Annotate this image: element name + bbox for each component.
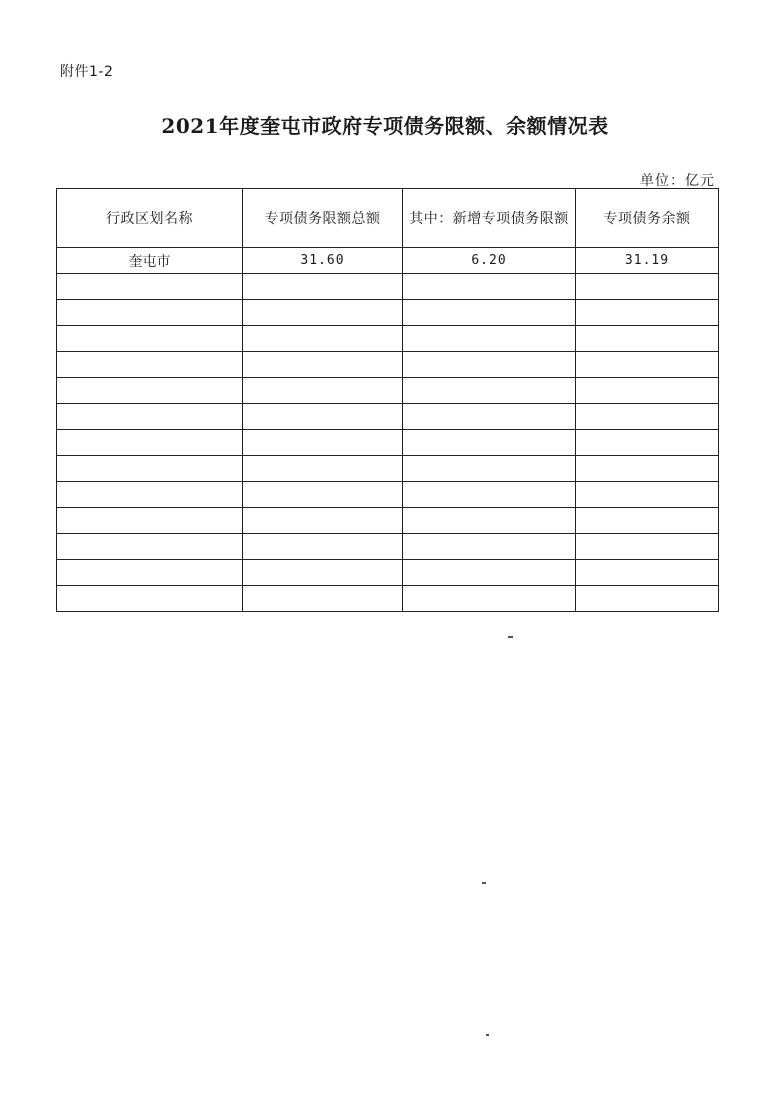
value-cell bbox=[576, 508, 719, 534]
value-cell bbox=[403, 352, 576, 378]
region-cell bbox=[57, 456, 243, 482]
value-cell bbox=[403, 534, 576, 560]
table-row bbox=[57, 352, 719, 378]
value-cell bbox=[403, 560, 576, 586]
table-row bbox=[57, 586, 719, 612]
column-header-new-limit: 其中：新增专项债务限额 bbox=[403, 189, 576, 248]
region-cell bbox=[57, 586, 243, 612]
value-cell bbox=[243, 430, 403, 456]
table-row bbox=[57, 378, 719, 404]
value-cell bbox=[403, 482, 576, 508]
value-cell bbox=[243, 274, 403, 300]
value-cell bbox=[403, 456, 576, 482]
table-row bbox=[57, 300, 719, 326]
value-cell bbox=[403, 274, 576, 300]
table-row bbox=[57, 560, 719, 586]
value-cell bbox=[576, 404, 719, 430]
value-cell: 6.20 bbox=[403, 248, 576, 274]
value-cell: 31.60 bbox=[243, 248, 403, 274]
value-cell bbox=[576, 456, 719, 482]
region-cell: 奎屯市 bbox=[57, 248, 243, 274]
region-cell bbox=[57, 352, 243, 378]
table-row bbox=[57, 534, 719, 560]
value-cell bbox=[576, 274, 719, 300]
table-row bbox=[57, 274, 719, 300]
header-row bbox=[57, 189, 719, 248]
region-cell bbox=[57, 534, 243, 560]
value-cell: 31.19 bbox=[576, 248, 719, 274]
document-title: 2021年度奎屯市政府专项债务限额、余额情况表 bbox=[161, 114, 609, 138]
value-cell bbox=[576, 534, 719, 560]
table-row bbox=[57, 482, 719, 508]
table-row bbox=[57, 456, 719, 482]
region-cell bbox=[57, 274, 243, 300]
value-cell bbox=[403, 404, 576, 430]
region-cell bbox=[57, 378, 243, 404]
scan-speck bbox=[482, 882, 486, 884]
region-cell bbox=[57, 508, 243, 534]
value-cell bbox=[403, 508, 576, 534]
region-cell bbox=[57, 326, 243, 352]
region-cell bbox=[57, 300, 243, 326]
scan-speck bbox=[486, 1034, 489, 1036]
value-cell bbox=[403, 430, 576, 456]
value-cell bbox=[243, 482, 403, 508]
table-body bbox=[57, 248, 719, 612]
value-cell bbox=[576, 378, 719, 404]
value-cell bbox=[243, 378, 403, 404]
value-cell bbox=[243, 326, 403, 352]
table-row bbox=[57, 326, 719, 352]
value-cell bbox=[576, 326, 719, 352]
column-header-region: 行政区划名称 bbox=[57, 189, 243, 248]
value-cell bbox=[243, 352, 403, 378]
value-cell bbox=[243, 508, 403, 534]
table-row bbox=[57, 248, 719, 274]
value-cell bbox=[243, 560, 403, 586]
value-cell bbox=[243, 300, 403, 326]
value-cell bbox=[403, 326, 576, 352]
region-cell bbox=[57, 560, 243, 586]
unit-label: 单位：亿元 bbox=[640, 173, 715, 189]
value-cell bbox=[576, 352, 719, 378]
table-row bbox=[57, 404, 719, 430]
value-cell bbox=[243, 404, 403, 430]
column-header-total-limit: 专项债务限额总额 bbox=[243, 189, 403, 248]
value-cell bbox=[403, 300, 576, 326]
value-cell bbox=[576, 430, 719, 456]
value-cell bbox=[576, 300, 719, 326]
region-cell bbox=[57, 482, 243, 508]
column-header-balance: 专项债务余额 bbox=[576, 189, 719, 248]
value-cell bbox=[243, 456, 403, 482]
debt-table bbox=[56, 188, 719, 612]
table-row bbox=[57, 508, 719, 534]
attachment-label: 附件1-2 bbox=[60, 64, 114, 80]
value-cell bbox=[576, 560, 719, 586]
region-cell bbox=[57, 404, 243, 430]
value-cell bbox=[403, 586, 576, 612]
region-cell bbox=[57, 430, 243, 456]
scan-speck bbox=[508, 636, 513, 638]
table-row bbox=[57, 430, 719, 456]
value-cell bbox=[243, 534, 403, 560]
value-cell bbox=[576, 482, 719, 508]
value-cell bbox=[403, 378, 576, 404]
value-cell bbox=[576, 586, 719, 612]
value-cell bbox=[243, 586, 403, 612]
